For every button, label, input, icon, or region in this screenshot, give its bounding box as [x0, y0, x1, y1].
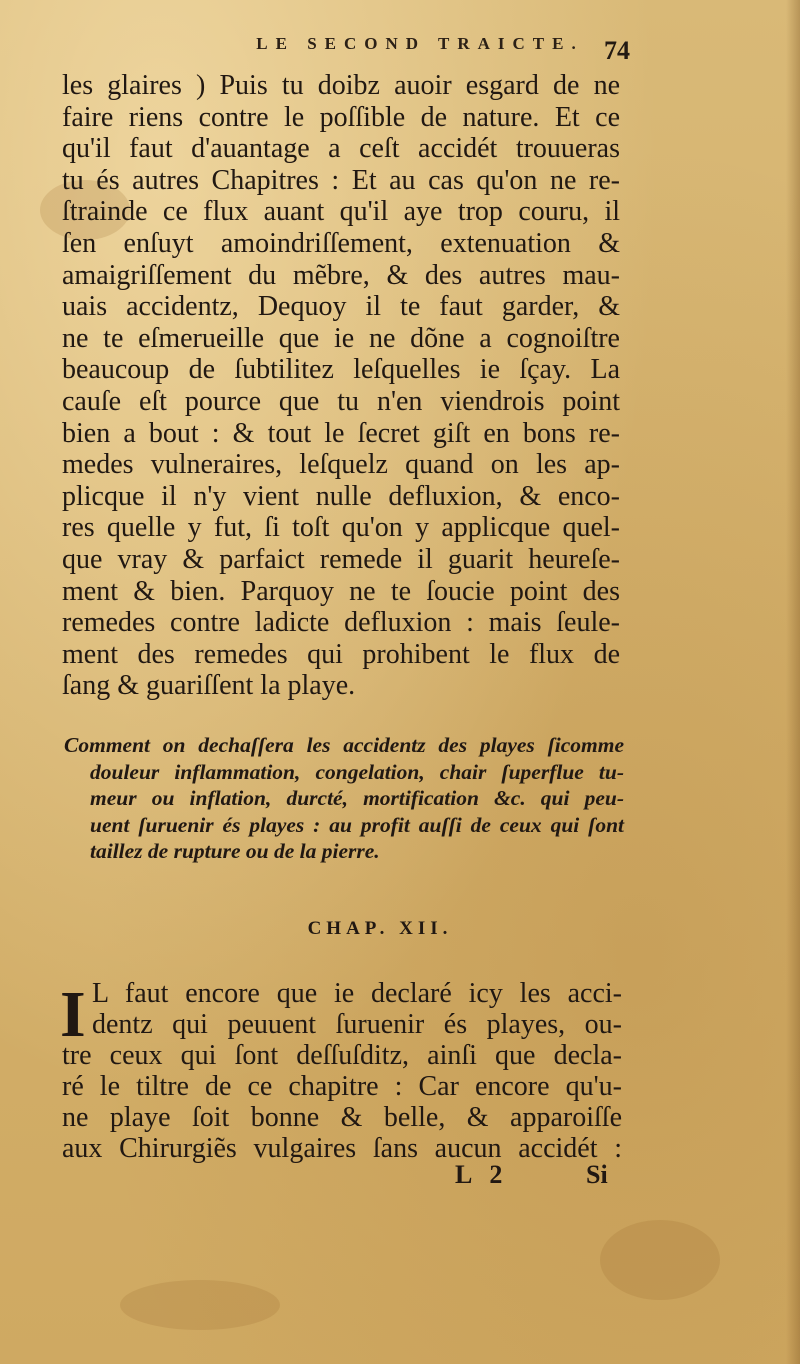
text-line: tre ceux qui ſont deſſuſditz, ainſi que decla- — [62, 1040, 622, 1071]
text-line: ment & bien. Parquoy ne te ſoucie point des — [62, 575, 620, 607]
text-line: amaigriſſement du mẽbre, & des autres mau- — [62, 259, 620, 291]
text-line: res quelle y fut, ſi toſt qu'on y applicque quel- — [62, 512, 620, 544]
text-line: ment des remedes qui prohibent le flux de — [62, 638, 620, 670]
signature-mark: L 2 — [455, 1160, 509, 1189]
heading-line: uent ſuruenir és playes : au profit auſſi de ceux qui ſont — [90, 812, 624, 837]
text-line: uais accidentz, Dequoy il te faut garder, & — [62, 291, 620, 323]
running-head: LE SECOND TRAICTE. — [256, 34, 584, 53]
text-line: aux Chirurgiẽs vulgaires ſans aucun accidét : — [62, 1133, 622, 1164]
page-edge-shadow — [786, 0, 800, 1364]
chapter-number: CHAP. XII. — [307, 918, 453, 939]
text-line: faire riens contre le poſſible de nature. Et ce — [62, 101, 620, 133]
heading-line: meur ou inflation, durcté, mortification &c. qui peu- — [90, 786, 624, 810]
paper-stain — [600, 1220, 720, 1300]
paper-stain — [120, 1280, 280, 1330]
text-line: ne playe ſoit bonne & belle, & apparoiſſe — [62, 1102, 622, 1133]
text-line: beaucoup de ſubtilitez leſquelles ie ſçay. La — [62, 354, 620, 386]
text-line: ſang & guariſſent la playe. — [62, 670, 356, 702]
text-line: ré le tiltre de ce chapitre : Car encore qu'u- — [62, 1071, 622, 1102]
text-line: ne te eſmerueille que ie ne dõne a cognoiſtre — [62, 322, 620, 354]
text-line: dentz qui peuuent ſuruenir és playes, ou- — [92, 1009, 622, 1040]
page-number: 74 — [604, 36, 630, 65]
text-line: que vray & parfaict remede il guarit heureſe- — [62, 543, 620, 575]
text-line: ſen enſuyt amoindriſſement, extenuation & — [62, 227, 620, 259]
chapter-heading — [64, 732, 624, 865]
text-line: remedes contre ladicte defluxion : mais ſeule- — [62, 607, 620, 639]
text-line: plicque il n'y vient nulle defluxion, & enco- — [62, 480, 620, 512]
catchword: Si — [586, 1160, 608, 1189]
text-line: cauſe eſt pource que tu n'en viendrois point — [62, 385, 620, 417]
heading-line: taillez de rupture ou de la pierre. — [90, 839, 380, 863]
text-line: bien a bout : & tout le ſecret giſt en bons re- — [62, 417, 620, 449]
heading-line: Comment on dechaſſera les accidentz des playes ſicomme — [64, 733, 624, 757]
drop-cap-initial: I — [60, 978, 86, 1051]
text-line: L faut encore que ie declaré icy les acci- — [92, 978, 622, 1009]
text-block-2 — [62, 978, 622, 1164]
text-line: tu és autres Chapitres : Et au cas qu'on ne re- — [62, 164, 620, 196]
heading-line: douleur inflammation, congelation, chair ſuperflue tu- — [90, 759, 624, 784]
text-line: qu'il faut d'auantage a ceſt accidét trouueras — [62, 133, 620, 165]
text-line: ſtrainde ce flux auant qu'il aye trop couru, il — [62, 196, 620, 228]
text-block-1 — [62, 70, 620, 702]
text-line: medes vulneraires, leſquelz quand on les ap- — [62, 449, 620, 481]
text-line: les glaires ) Puis tu doibz auoir esgard de ne — [62, 70, 620, 101]
